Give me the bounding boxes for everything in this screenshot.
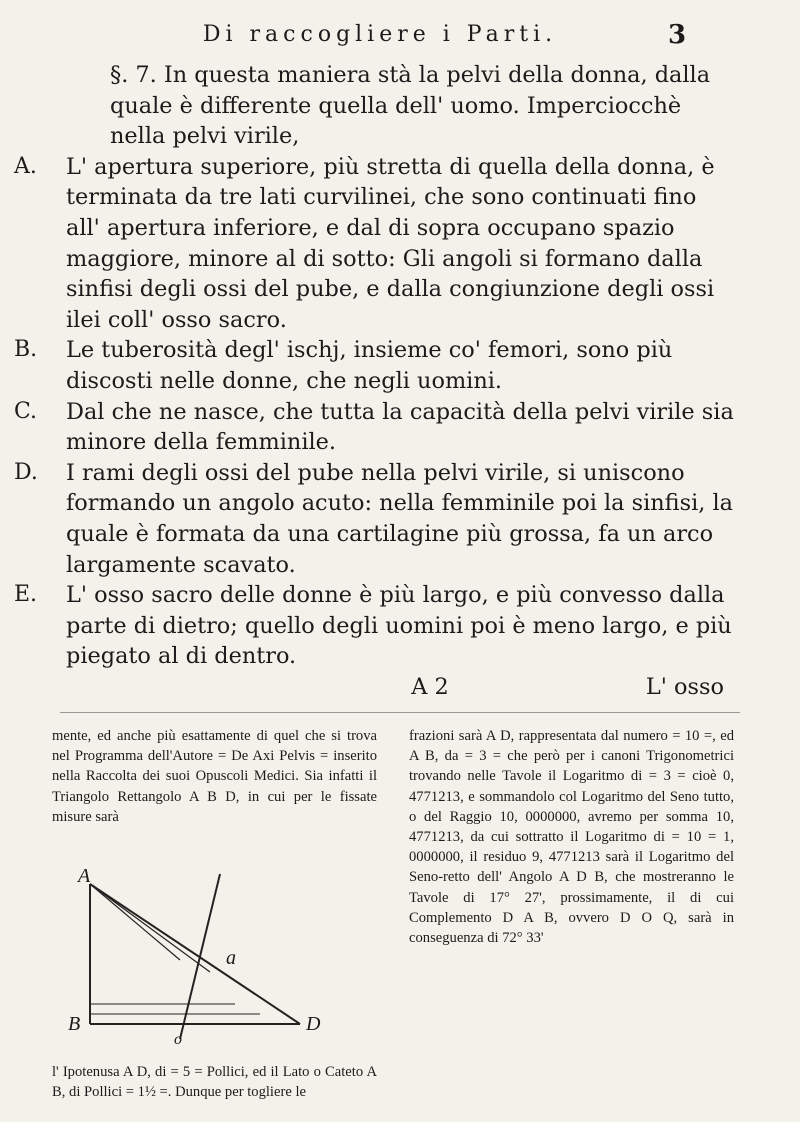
- paragraph-d: [14, 458, 734, 580]
- footnote-left-continued-text: l' Ipotenusa A D, di = 5 = Pollici, ed il Lato o Cateto A B, di Pollici = 1½ =. Dunque per togliere le: [52, 1064, 377, 1101]
- paragraph-marker: C.: [14, 398, 38, 424]
- footnote-right-text: frazioni sarà A D, rappresentata dal numero = 10 =, ed A B, da = 3 = che però per i canoni Trigonometrici trovando nelle Tavole il Logaritmo di = 3 = cioè 0, 4771213, e sommandolo col Logaritmo del Seno tutto, o del Raggio 10, 0000000, avremo per somma 10, 4771213, da cui sottratto il Logaritmo di = 10 = 1, 0000000, il residuo 9, 4771213 sarà il Logaritmo del Seno-retto dell' Angolo A D B, che mostreranno le Tavole di 17° 27', prossimamente, il di cui Complemento D A B, ovvero D O Q, sarà in conseguenza di 72° 33': [409, 728, 734, 947]
- footnote-left-continued: [52, 1062, 377, 1102]
- hatch-line: [90, 884, 210, 972]
- hatch-line: [90, 884, 180, 960]
- paragraph-text: L' apertura superiore, più stretta di quella della donna, è terminata da tre lati curvilinei, che sono continuati fino all' apertura inferiore, e dal di sopra occupano spazio maggiore, minore al di sotto: Gli angoli si formano dalla sinfisi degli ossi del pube, e dalla congiunzione degli ossi ilei coll' osso sacro.: [66, 153, 715, 333]
- page-number: 3: [668, 20, 687, 50]
- intro-paragraph: [52, 60, 734, 152]
- paragraph-text: Le tuberosità degl' ischj, insieme co' femori, sono più discosti nelle donne, che negli uomini.: [66, 337, 673, 394]
- main-text: [14, 60, 734, 702]
- footnote-left-text: mente, ed anche più esattamente di quel che si trova nel Programma dell'Autore = De Axi Pelvis = inserito nella Raccolta dei suoi Opuscoli Medici. Sia infatti il Triangolo Rettangolo A B D, in cui per le fissate misure sarà: [52, 728, 377, 825]
- paragraph-marker: D.: [14, 459, 38, 485]
- paragraph-marker: B.: [14, 337, 38, 363]
- footnote-left-column: [52, 726, 377, 827]
- paragraph-a: [14, 152, 734, 336]
- label-d: D: [306, 1013, 321, 1035]
- paragraph-text: I rami degli ossi del pube nella pelvi virile, si uniscono formando un angolo acuto: nella femminile poi la sinfisi, la quale è formata da una cartilagine più grossa, fa un arco largamente scavato.: [66, 459, 734, 578]
- paragraph-text: Dal che ne nasce, che tutta la capacità della pelvi virile sia minore della femminile.: [66, 398, 734, 456]
- paragraph-marker: A.: [14, 153, 37, 179]
- intro-text: §. 7. In questa maniera stà la pelvi della donna, dalla quale è differente quella dell' uomo. Imperciocchè nella pelvi virile,: [110, 62, 711, 150]
- label-b: B: [68, 1013, 81, 1035]
- running-header: Di raccogliere i Parti.: [202, 22, 558, 47]
- hatch-line: [90, 884, 240, 984]
- paragraph-text: L' osso sacro delle donne è più largo, e più convesso dalla parte di dietro; quello degli uomini poi è meno largo, e più piegato al di dentro.: [66, 582, 732, 670]
- paragraph-e: [14, 580, 734, 672]
- paragraph-c: [14, 397, 734, 458]
- label-a: A: [78, 865, 91, 887]
- footnote-right-column: [409, 726, 734, 948]
- paragraph-marker: E.: [14, 582, 38, 608]
- signature-mark: A 2: [411, 673, 449, 700]
- catchword: L' osso: [645, 673, 724, 700]
- label-q: a: [226, 947, 236, 969]
- footnote-divider: [60, 712, 740, 713]
- paragraph-b: [14, 335, 734, 396]
- label-o: o: [174, 1031, 182, 1044]
- triangle-diagram: [50, 864, 350, 1044]
- catchwords-line: [52, 672, 734, 703]
